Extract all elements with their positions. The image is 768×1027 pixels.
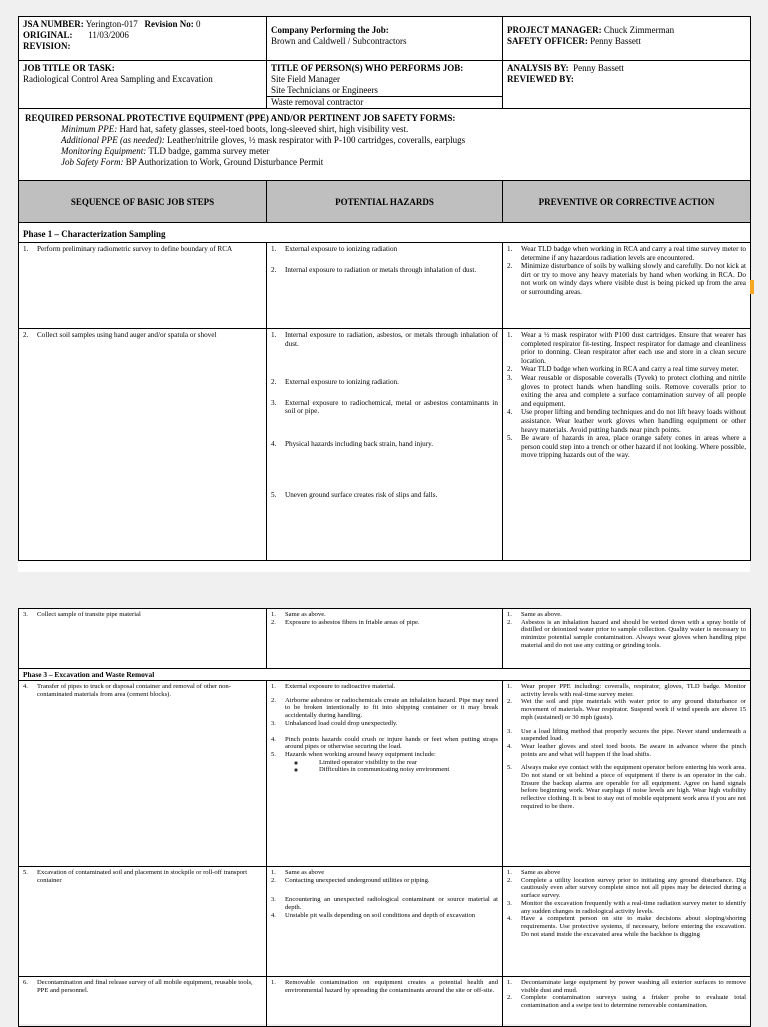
step-text: Excavation of contaminated soil and placement in stockpile or roll-off transport container bbox=[37, 869, 248, 884]
table-row bbox=[19, 243, 751, 329]
list-item: 3. Wear reusable or disposable coveralls (Tyvek) to protect clothing and nitrile gloves to protect hands when handling soils. Remove coveralls prior to exiting the area and complete a surface contamination survey of all people and equipment. bbox=[507, 373, 746, 408]
additional-ppe-value: Leather/nitrile gloves, ½ mask respirator with P-100 cartridges, coveralls, earplugs bbox=[166, 135, 466, 145]
table-row bbox=[19, 329, 751, 561]
ppe-title: REQUIRED PERSONAL PROTECTIVE EQUIPMENT (PPE) AND/OR PERTINENT JOB SAFETY FORMS: bbox=[25, 113, 456, 123]
list-item: 2. Minimize disturbance of soils by walking slowly and carefully. Do not kick at dirt or try to move any heavy materials by hand when working in RCA. Do not work on windy days where visible dust is being picked up from the area or surrounding areas. bbox=[507, 262, 746, 296]
revision-label: REVISION: bbox=[23, 41, 71, 51]
list-item: 1. Removable contamination on equipment creates a potential health and environmental hazard by spreading the contaminants around the site or off-site. bbox=[271, 979, 498, 994]
job-step: 3. Collect sample of transite pipe material bbox=[19, 609, 267, 669]
jsa-header-table bbox=[18, 16, 751, 561]
list-item: 1. Same as above. bbox=[507, 611, 562, 618]
list-item: 5. Always make eye contact with the equipment operator before entering his work area. Do not stand or sit behind a piece of equipment if there is an operator in the cab. Ensure the backup alarms are operable for all equipment. Agree on hand signals before beginning work. Wear earplugs if noise levels are high. Wear high visibility reflective clothing. It is best to stay out of mobile equipment work area if you are not required to be there. bbox=[507, 764, 746, 810]
list-item: 5. Hazards when working around heavy equipment include: ◦ Limited operator visibility to the rear ◦ Difficulties in communicating noisy environment bbox=[271, 751, 498, 774]
actions-cell bbox=[503, 243, 751, 329]
step-text: Perform preliminary radiometric survey to define boundary of RCA bbox=[37, 245, 233, 253]
list-item: 4. Use proper lifting and bending techniques and do not lift heavy loads without assistance. Wear leather work gloves when handling equipment or other heavy materials. Avoid putting hands near pinch points. bbox=[507, 408, 746, 434]
list-item: 4. Physical hazards including back strain, hand injury. bbox=[271, 439, 434, 448]
analysis-by-value: Penny Bassett bbox=[573, 63, 624, 73]
phase-heading: Phase 3 – Excavation and Waste Removal bbox=[19, 669, 751, 681]
job-step bbox=[19, 243, 267, 329]
list-item: 3. Monitor the excavation frequently with a real-time radiation survey meter to identify any sudden changes in radiological activity levels. bbox=[507, 899, 746, 915]
list-item: 4. Unstable pit walls depending on soil conditions and depth of excavation bbox=[271, 911, 476, 919]
actions-cell bbox=[503, 609, 751, 669]
jsa-number-cell bbox=[19, 17, 267, 61]
original-label: ORIGINAL: bbox=[23, 30, 73, 40]
project-manager-label: PROJECT MANAGER: bbox=[507, 25, 602, 35]
jsa-page-2 bbox=[18, 608, 750, 1024]
actions-cell bbox=[503, 329, 751, 561]
step-text: Transfer of pipes to truck or disposal container and removal of other non-contaminated materials from area (cement blocks). bbox=[37, 683, 231, 698]
table-row bbox=[19, 867, 751, 977]
list-item: 1. Wear proper PPE including: coveralls, respirator, gloves, TLD badge. Monitor activity levels with real-time survey meter. bbox=[507, 683, 746, 698]
performer-item: Waste removal contractor bbox=[267, 96, 502, 108]
list-item: 2. Complete a utility location survey prior to initiating any ground disturbance. Dig cautiously even after survey complete since not all pipes may be detected during a surface survey. bbox=[507, 876, 746, 900]
monitoring-value: TLD badge, gamma survey meter bbox=[148, 146, 270, 156]
monitoring-label: Monitoring Equipment: bbox=[61, 146, 147, 156]
job-step: 4. Transfer of pipes to truck or disposal container and removal of other non-contaminated materials from area (cement blocks). bbox=[19, 681, 267, 867]
step-text: Decontamination and final release survey of all mobile equipment, reusable tools, PPE and personnel. bbox=[37, 979, 253, 994]
minimum-ppe-label: Minimum PPE: bbox=[61, 124, 118, 134]
list-item: 1. Same as above bbox=[271, 869, 325, 876]
list-item: 1. Internal exposure to radiation, asbestos, or metals through inhalation of dust. bbox=[271, 331, 498, 348]
column-header-steps: SEQUENCE OF BASIC JOB STEPS bbox=[19, 181, 267, 223]
list-item: 1. External exposure to radioactive material. bbox=[271, 683, 396, 690]
list-item: 2. Internal exposure to radiation or metals through inhalation of dust. bbox=[271, 265, 477, 274]
analysis-by-label: ANALYSIS BY: bbox=[507, 63, 569, 73]
step-number: 2. bbox=[23, 331, 29, 339]
performer-item: Site Field Manager bbox=[271, 74, 340, 84]
jsa-number-value: Yerington-017 bbox=[85, 19, 138, 29]
list-item: 5. Uneven ground surface creates risk of slips and falls. bbox=[271, 490, 438, 499]
column-header-actions: PREVENTIVE OR CORRECTIVE ACTION bbox=[503, 181, 751, 223]
list-item: 2. Asbestos is an inhalation hazard and should be wetted down with a spray bottle of distilled or deionized water prior to sample collection. Quality water is necessary to minimize potential sample contamination. Always wear gloves when handling pipe material and do not use any cutting or grinding tools. bbox=[507, 618, 746, 649]
project-manager-value: Chuck Zimmerman bbox=[603, 25, 675, 35]
job-step bbox=[19, 329, 267, 561]
list-item: 2. Contacting unexpected underground utilities or piping. bbox=[271, 876, 430, 884]
revision-no-label: Revision No: bbox=[144, 19, 194, 29]
analysis-cell bbox=[503, 61, 751, 109]
hazard-bullet: ◦ Difficulties in communicating noisy environment bbox=[305, 766, 498, 774]
actions-cell bbox=[503, 681, 751, 867]
hazards-cell bbox=[267, 329, 503, 561]
hazards-cell bbox=[267, 681, 503, 867]
company-cell bbox=[267, 17, 503, 61]
list-item: 1. Same as above bbox=[507, 869, 561, 876]
list-item: 4. Wear leather gloves and steel toed boots. Be aware in advance where the pinch points are and what will happen if the load shifts. bbox=[507, 742, 746, 758]
table-row bbox=[19, 681, 751, 867]
list-item: 2. Wear TLD badge when working in RCA and carry a real time survey meter. bbox=[507, 365, 739, 374]
job-step: 6. Decontamination and final release survey of all mobile equipment, reusable tools, PPE and personnel. bbox=[19, 977, 267, 1027]
step-text: Collect soil samples using hand auger and/or spatula or shovel bbox=[37, 331, 217, 339]
step-number: 1. bbox=[23, 245, 29, 253]
manager-cell bbox=[503, 17, 751, 61]
performer-item: Site Technicians or Engineers bbox=[271, 85, 378, 95]
company-label: Company Performing the Job: bbox=[271, 25, 389, 35]
job-step: 5. Excavation of contaminated soil and placement in stockpile or roll-off transport container bbox=[19, 867, 267, 977]
list-item: 2. Wet the soil and pipe materials with water prior to any ground disturbance or movement of materials. Wear respirator. Suspend work if wind speeds are above 15 mph (sustained) or 30 mph (gusts). bbox=[507, 698, 746, 721]
list-item: 3. Unbalanced load could drop unexpectedly. bbox=[271, 719, 398, 727]
list-item: 2. Airborne asbestos or radiochemicals create an inhalation hazard. Pipe may need to be broken intentionally to fit into shipping container or it may break accidentally during handling. bbox=[271, 696, 498, 720]
table-row bbox=[19, 609, 751, 669]
phase-heading: Phase 1 – Characterization Sampling bbox=[19, 223, 751, 243]
reviewed-by-label: REVIEWED BY: bbox=[507, 74, 574, 84]
additional-ppe-label: Additional PPE (as needed): bbox=[61, 135, 165, 145]
list-item: 1. Wear TLD badge when working in RCA and carry a real time survey meter to determine if any hazardous radiation levels are encountered. bbox=[507, 245, 746, 262]
hazards-cell bbox=[267, 243, 503, 329]
company-value: Brown and Caldwell / Subcontractors bbox=[271, 36, 407, 46]
list-item: 3. External exposure to radiochemical, metal or asbestos contaminants in soil or pipe. bbox=[271, 398, 498, 416]
list-item: 4. Pinch points hazards could crush or injure hands or feet when putting straps around pipes or otherwise securing the load. bbox=[271, 735, 498, 751]
column-header-hazards: POTENTIAL HAZARDS bbox=[267, 181, 503, 223]
list-item: 5. Be aware of hazards in area, place orange safety cones in areas where a person could step into a trench or other hazard if not looking. Where possible, move tripping hazards out of the way. bbox=[507, 434, 746, 460]
jsa-number-label: JSA NUMBER: bbox=[23, 19, 84, 29]
ppe-section bbox=[19, 109, 751, 181]
job-title-cell bbox=[19, 61, 267, 109]
list-item: 3. Encountering an unexpected radiological contaminant or source material at depth. bbox=[271, 896, 498, 912]
actions-cell bbox=[503, 977, 751, 1027]
safety-officer-label: SAFETY OFFICER: bbox=[507, 36, 588, 46]
list-item: 2. Complete contamination surveys using a frisker probe to evaluate total contamination and a swipe test to determine removable contamination. bbox=[507, 994, 746, 1010]
list-item: 2. Exposure to asbestos fibers in friable areas of pipe. bbox=[271, 618, 420, 626]
performer-cell bbox=[267, 61, 503, 109]
safety-officer-value: Penny Bassett bbox=[590, 36, 641, 46]
actions-cell bbox=[503, 867, 751, 977]
list-item: 2. External exposure to ionizing radiation. bbox=[271, 378, 399, 387]
job-title-label: JOB TITLE OR TASK: bbox=[23, 63, 115, 73]
jsa-continuation-table bbox=[18, 608, 751, 1027]
revision-no-value: 0 bbox=[196, 19, 201, 29]
original-date: 11/03/2006 bbox=[88, 30, 129, 40]
minimum-ppe-value: Hard hat, safety glasses, steel-toed boots, long-sleeved shirt, high visibility vest. bbox=[119, 124, 409, 134]
list-item: 4. Have a competent person on site to make decisions about sloping/shoring requirements. Use protective systems, if necessary, before entering the excavation. Do not stand inside the excavated area while the backhoe is digging bbox=[507, 915, 746, 938]
hazards-cell bbox=[267, 867, 503, 977]
list-item: 3. Use a load lifting method that properly secures the pipe. Never stand underneath a suspended load. bbox=[507, 727, 746, 743]
hazards-cell bbox=[267, 977, 503, 1027]
hazard-bullet: ◦ Limited operator visibility to the rear bbox=[305, 759, 498, 767]
list-item: 1. Wear a ½ mask respirator with P100 dust cartridges. Ensure that wearer has completed respirator fit-testing. Inspect respirator for damage and cleanliness prior to donning. Clean respirator after each use and store in a clean secure location. bbox=[507, 331, 746, 365]
jsa-page-1 bbox=[18, 16, 750, 572]
list-item: 1. Decontaminate large equipment by power washing all exterior surfaces to remove visible dust and mud. bbox=[507, 979, 746, 994]
list-item: 1. External exposure to ionizing radiation bbox=[271, 245, 398, 253]
table-row bbox=[19, 977, 751, 1027]
performer-label: TITLE OF PERSON(S) WHO PERFORMS JOB: bbox=[271, 63, 464, 73]
job-safety-form-label: Job Safety Form: bbox=[61, 157, 124, 167]
job-title-value: Radiological Control Area Sampling and Excavation bbox=[23, 74, 213, 84]
list-item: 1. Same as above. bbox=[271, 611, 326, 618]
job-safety-form-value: BP Authorization to Work, Ground Disturbance Permit bbox=[125, 157, 324, 167]
selection-marker bbox=[750, 280, 754, 294]
step-text: Collect sample of transite pipe material bbox=[37, 611, 141, 618]
hazards-cell bbox=[267, 609, 503, 669]
